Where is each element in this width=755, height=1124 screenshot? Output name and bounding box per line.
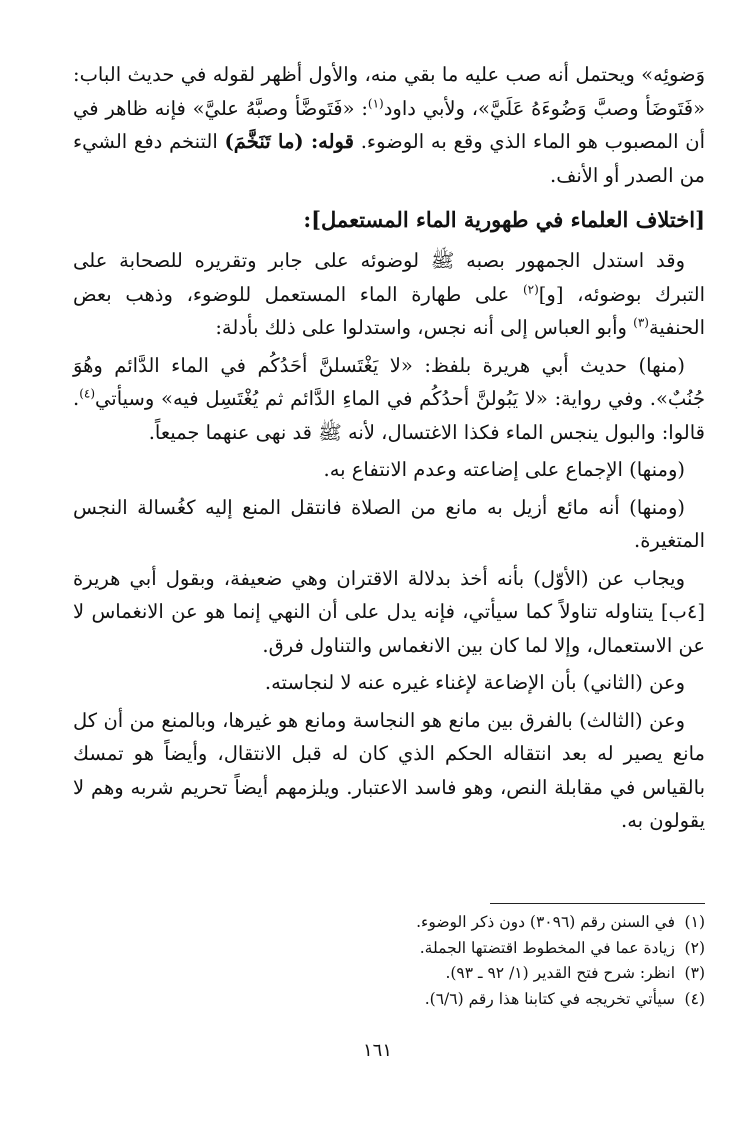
page-number: ١٦١: [362, 1040, 392, 1061]
paragraph-6: وعن (الثاني) بأن الإضاعة لإغناء غيره عنه لا لنجاسته.: [264, 671, 685, 694]
footnote-2: [85, 936, 705, 962]
intro-text-2: : «فَتَوضَّأ وصبَّهُ عليَّ» فإنه ظاهر في أن المصبوب هو الماء الذي وقع به الوضوء.: [73, 96, 706, 153]
footnote-3: [85, 961, 705, 987]
footnote-1: [85, 910, 705, 936]
footnote-text: سيأتي تخريجه في كتابنا هذا رقم (٦/٦).: [424, 989, 675, 1008]
intro-text-1: وَضوئِه» ويحتمل أنه صب عليه ما بقي منه، والأول أظهر لقوله في حديث الباب: «فَتَوضَأ وصبَّ وَضُوءَهُ عَلَيَّ»، ولأبي داود: [73, 63, 705, 120]
footnote-text: زيادة عما في المخطوط اقتضتها الجملة.: [419, 938, 675, 957]
commentary-lemma: قوله: (ما تَنَخَّمَ): [224, 130, 354, 153]
paragraph-1-text-1: وقد استدل الجمهور بصبه ﷺ لوضوئه على جابر وتقريره للصحابة على التبرك بوضوئه، [و]: [73, 249, 706, 306]
paragraph-3: (ومنها) الإجماع على إضاعته وعدم الانتفاع به.: [323, 458, 685, 481]
footnote-ref-1[interactable]: (١): [367, 96, 384, 110]
footnote-4: [85, 987, 705, 1013]
footnote-number: (١): [684, 913, 705, 931]
intro-paragraph: [73, 58, 705, 192]
paragraph-5: ويجاب عن (الأوّل) بأنه أخذ بدلالة الاقتران وهي ضعيفة، وبقول أبي هريرة [٤ب] يتناوله تناولاً كما سيأتي، فإنه يدل على أن النهي إنما هو عن الانغماس لا عن الاستعمال، وإلا لما كان بين الانغماس والتناول فرق.: [73, 566, 705, 657]
footnote-separator: [490, 903, 705, 904]
paragraph-7: وعن (الثالث) بالفرق بين مانع هو النجاسة ومانع هو غيرها، وبالمنع من أن كل مانع يصير له بعد انتقاله الحكم الذي كان له قبل الانتقال، وأيضاً هو تمسك بالقياس في مقابلة النص، وهو فاسد الاعتبار. ويلزمهم أيضاً تحريم شربه وهم لا يقولون به.: [73, 708, 705, 832]
footnote-number: (٣): [684, 964, 705, 982]
paragraph-4: (ومنها) أنه مائع أزيل به مانع من الصلاة فانتقل المنع إليه كغُسالة النجس المتغيرة.: [73, 495, 705, 552]
footnote-ref-4[interactable]: (٤): [79, 386, 96, 401]
footnote-ref-2[interactable]: (٢): [522, 282, 539, 296]
footnotes: [85, 910, 705, 1012]
footnote-text: انظر: شرح فتح القدير (١/ ٩٢ ـ ٩٣).: [445, 964, 675, 982]
footnote-text: في السنن رقم (٣٠٩٦) دون ذكر الوضوء.: [416, 913, 675, 931]
intro-text-3: التنخم دفع الشيء من الصدر أو الأنف.: [73, 130, 705, 187]
paragraph-2-text-2: . قالوا: والبول ينجس الماء فكذا الاغتسال، لأنه ﷺ قد نهى عنهما جميعاً.: [73, 387, 705, 444]
footnote-ref-3[interactable]: (٣): [633, 315, 649, 330]
page-body: [73, 58, 705, 838]
paragraph-1-text-2: على طهارة الماء المستعمل للوضوء، وذهب بعض الحنفية: [73, 282, 705, 339]
section-heading: [اختلاف العلماء في طهورية الماء المستعمل]:: [303, 207, 705, 232]
footnote-number: (٢): [684, 938, 705, 957]
paragraph-2-text-1: (منها) حديث أبي هريرة بلفظ: «لا يَغْتَسلنَّ أحَدُكُم في الماء الدَّائم وهُوَ جُنُبٌ». وفي رواية: «لا يَبُولنَّ أحدُكُم في الماءِ الدَّائم ثم يُغْتَسِل فيه» وسيأتي: [73, 353, 705, 410]
paragraph-2: [73, 349, 705, 450]
paragraph-1: [73, 244, 705, 345]
paragraph-1-text-3: وأبو العباس إلى أنه نجس، واستدلوا على ذلك بأدلة:: [215, 316, 627, 339]
footnote-number: (٤): [684, 989, 705, 1008]
